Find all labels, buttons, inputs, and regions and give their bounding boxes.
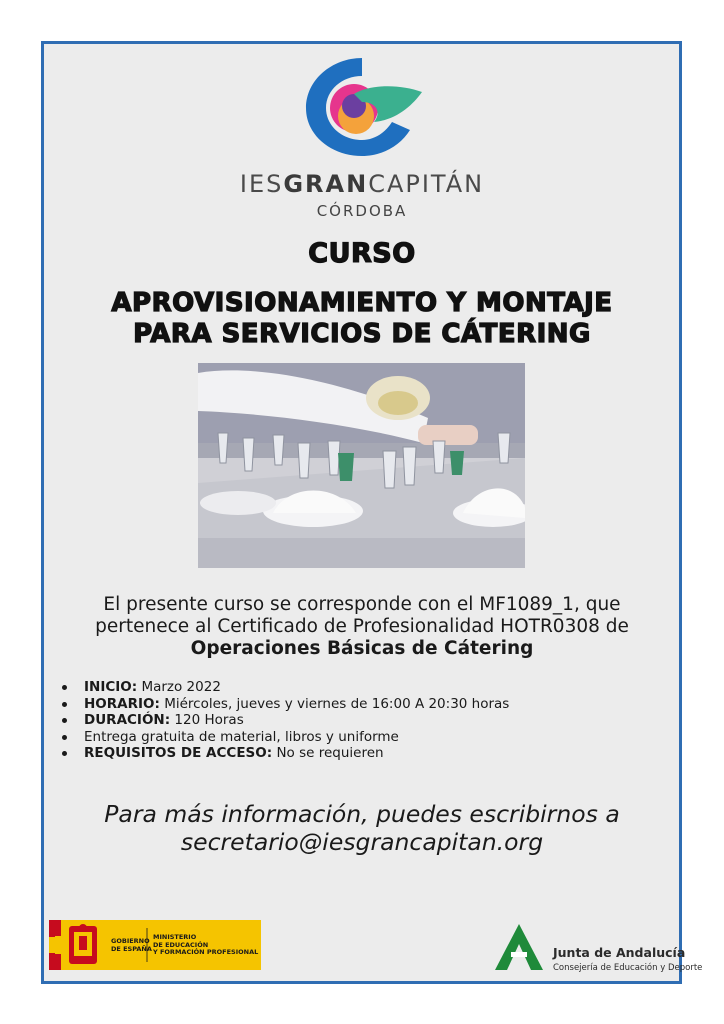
junta-andalucia-logo-icon [493, 922, 545, 972]
description-line1: El presente curso se corresponde con el MF1089_1, que [103, 594, 621, 615]
contact-email[interactable]: secretario@iesgrancapitan.org [180, 828, 544, 856]
consejeria-name: Consejería de Educación y Deporte [553, 963, 703, 973]
course-title-line1: APROVISIONAMIENTO Y MONTAJE [111, 288, 613, 318]
gobierno-espana-logo [49, 920, 261, 970]
detail-schedule: HORARIO: Miércoles, jueves y viernes de 16:00 A 20:30 horas [60, 696, 660, 713]
banquet-table-photo [198, 363, 525, 568]
detail-duration: DURACIÓN: 120 Horas [60, 712, 660, 729]
contact-text: Para más información, puedes escribirnos a [104, 800, 620, 828]
ministerio-text: MINISTERIO DE EDUCACIÓN Y FORMACIÓN PROFESIONAL [153, 933, 259, 956]
course-label: CURSO [308, 238, 416, 269]
school-city: CÓRDOBA [316, 202, 408, 220]
contact-info [60, 800, 664, 856]
description-line2: pertenece al Certificado de Profesionalidad HOTR0308 de [95, 616, 629, 637]
certificate-name: Operaciones Básicas de Cátering [190, 638, 534, 659]
course-description [60, 594, 664, 660]
detail-materials: Entrega gratuita de material, libros y uniforme [60, 729, 660, 746]
detail-start: INICIO: Marzo 2022 [60, 679, 660, 696]
ies-gran-capitan-logo-icon [296, 50, 428, 162]
gobierno-text: GOBIERNO DE ESPAÑA [111, 937, 152, 953]
course-title [50, 288, 674, 350]
junta-andalucia-name: Junta de Andalucía [553, 945, 686, 960]
course-details-list [60, 679, 660, 762]
course-title-line2: PARA SERVICIOS DE CÁTERING [133, 319, 591, 349]
detail-requirements: REQUISITOS DE ACCESO: No se requieren [60, 745, 660, 762]
school-brand-name: IESGRANCAPITÁN [239, 170, 485, 198]
